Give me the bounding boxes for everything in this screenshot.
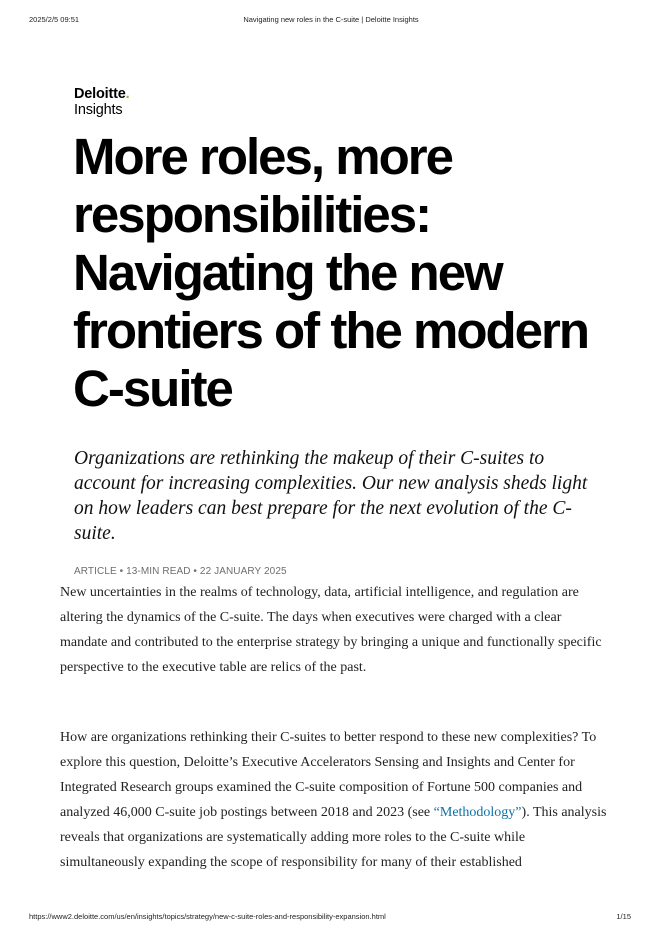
deloitte-insights-logo[interactable] [74, 86, 130, 118]
logo-sub: Insights [74, 102, 123, 118]
logo-brand: Deloitte [74, 86, 126, 102]
body-paragraph-2 [60, 725, 612, 875]
body-paragraph-1: New uncertainties in the realms of technology, data, artificial intelligence, and regulation are altering the dynamics of the C-suite. The days when executives were charged with a clear mandate and contributed to the enterprise strategy by bringing a unique and functionally specific perspective to the executive table are relics of the past. [60, 585, 602, 675]
print-page-counter: 1/15 [616, 912, 631, 921]
methodology-link[interactable]: “Methodology” [433, 805, 522, 820]
print-page-title: Navigating new roles in the C-suite | Deloitte Insights [243, 15, 419, 24]
print-url: https://www2.deloitte.com/us/en/insights/topics/strategy/new-c-suite-roles-and-responsibility-expansion.html [29, 912, 386, 921]
article-meta: ARTICLE • 13-MIN READ • 22 JANUARY 2025 [74, 566, 287, 577]
paragraph-2-text-start: How are organizations rethinking their C-suites to better respond to these new complexities? To explore this question, Deloitte’s Executive Accelerators Sensing and Insights and Center for Integrated Research groups examined the C-suite composition of Fortune 500 companies and analyzed 46,000 C-suite job postings between 2018 and 2023 (see [60, 730, 597, 820]
article-subtitle: Organizations are rethinking the makeup of their C-suites to account for increasing complexities. Our new analysis sheds light on how leaders can best prepare for the next evolution of the C-suite. [74, 448, 588, 544]
paragraph-2-text-end: ). This analysis reveals that organizations are systematically adding more roles to the C-suite while simultaneously expanding the scope of responsibility for many of their established [60, 805, 607, 870]
article-title: More roles, more responsibilities: Navigating the new frontiers of the modern C-suite [73, 128, 589, 417]
print-datetime: 2025/2/5 09:51 [29, 15, 80, 24]
logo-dot: . [125, 86, 130, 102]
